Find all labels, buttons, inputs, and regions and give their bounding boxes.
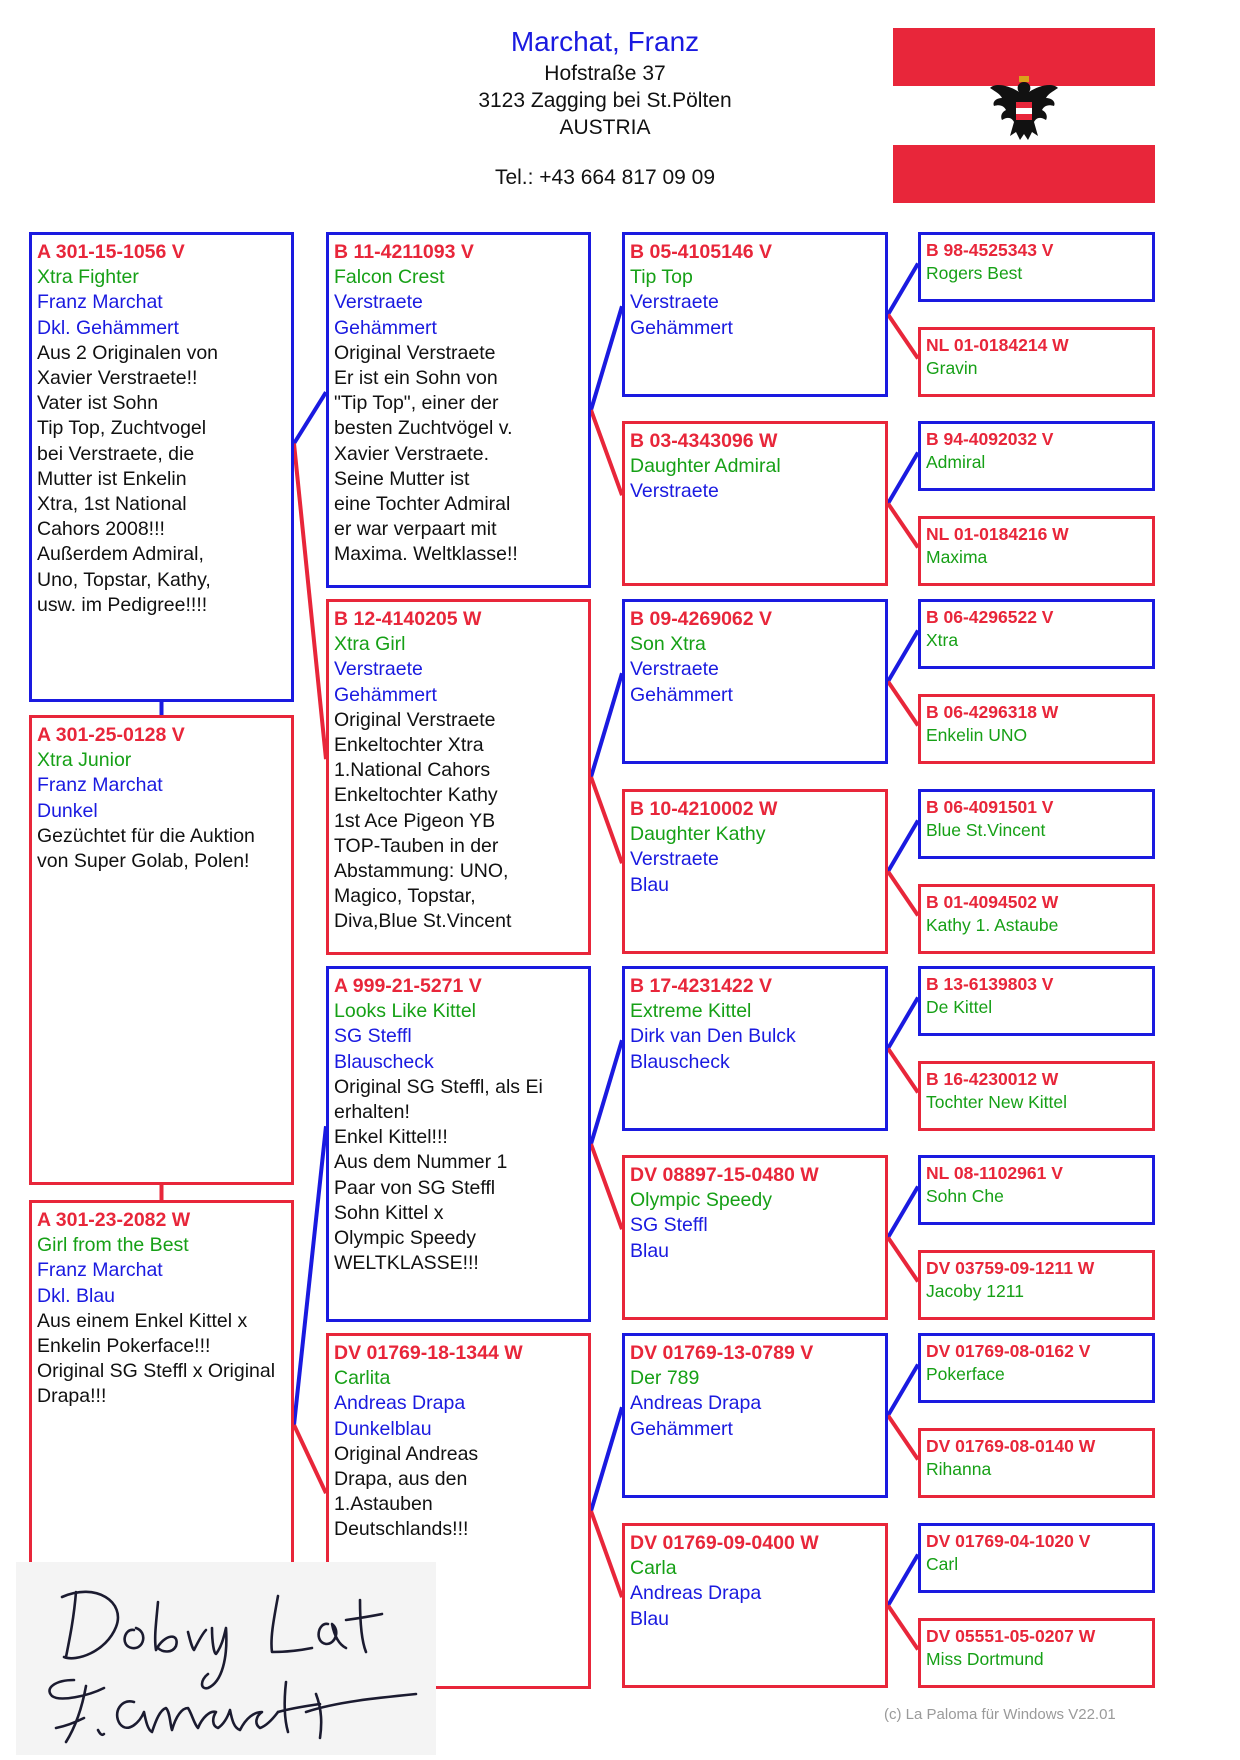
great-grandparent-box	[918, 789, 1155, 859]
austrian-eagle-icon	[986, 72, 1062, 148]
dam-connector	[888, 682, 918, 726]
ring-number: DV 01769-04-1020 V	[926, 1531, 1091, 1551]
owner-name: Marchat, Franz	[510, 26, 700, 57]
grandparent-box	[622, 599, 888, 764]
pigeon-name: Daughter Admiral	[630, 455, 781, 478]
handwritten-signature	[16, 1562, 436, 1755]
address-city: 3123 Zagging bei St.Pölten	[478, 89, 732, 112]
feather-color: Gehämmert	[334, 316, 437, 339]
grandparent-box	[622, 421, 888, 586]
dam-connector	[888, 315, 918, 359]
great-grandparent-box	[918, 694, 1155, 764]
sire-connector	[888, 821, 918, 872]
ring-number: DV 01769-08-0162 V	[926, 1341, 1091, 1361]
feather-color: Gehämmert	[334, 683, 437, 706]
pedigree-subject-box	[29, 232, 294, 702]
ring-number: B 98-4525343 V	[926, 240, 1054, 260]
grandparent-box	[622, 1333, 888, 1498]
ring-number: DV 05551-05-0207 W	[926, 1626, 1096, 1646]
sire-connector	[294, 1126, 326, 1425]
pigeon-name: Extreme Kittel	[630, 1000, 752, 1023]
great-grandparent-box	[918, 966, 1155, 1036]
pigeon-name: Olympic Speedy	[630, 1189, 772, 1212]
feather-color: Dkl. Blau	[37, 1284, 116, 1307]
pigeon-name: Xtra Girl	[334, 633, 406, 656]
great-grandparent-box	[918, 421, 1155, 491]
great-grandparent-box	[918, 1428, 1155, 1498]
feather-color: Blau	[630, 1607, 670, 1630]
breeder: Franz Marchat	[37, 1259, 163, 1282]
great-grandparent-box	[918, 232, 1155, 302]
grandparent-box	[622, 789, 888, 954]
breeder: Verstraete	[630, 480, 719, 503]
feather-color: Gehämmert	[630, 683, 733, 706]
dam-connector	[888, 504, 918, 548]
dam-connector	[888, 1049, 918, 1093]
sire-connector	[888, 631, 918, 682]
breeder: Dirk van Den Bulck	[630, 1025, 796, 1048]
pigeon-name: Carla	[630, 1557, 677, 1580]
ring-number: DV 08897-15-0480 W	[630, 1164, 819, 1186]
pigeon-name: Xtra Fighter	[37, 266, 139, 289]
pigeon-name: Rihanna	[926, 1459, 992, 1479]
dam-connector	[888, 1606, 918, 1650]
ring-number: DV 01769-08-0140 W	[926, 1436, 1096, 1456]
feather-color: Dunkelblau	[334, 1417, 432, 1440]
breeder: Franz Marchat	[37, 291, 163, 314]
sire-connector	[888, 453, 918, 504]
owner-phone: Tel.: +43 664 817 09 09	[494, 166, 716, 189]
ring-number: A 301-15-1056 V	[37, 241, 185, 263]
pigeon-notes: Original Verstraete Er ist ein Sohn von "Tip Top", einer der besten Zuchtvögel v. Xavier Verstraete. Seine Mutter ist eine Tochter Admiral er war verpaart mit Maxima. Weltklasse!!	[334, 341, 518, 566]
dam-connector	[888, 1238, 918, 1282]
pigeon-notes: Gezüchtet für die Auktion von Super Golab, Polen!	[37, 824, 255, 873]
pigeon-name: Pokerface	[926, 1364, 1005, 1384]
great-grandparent-box	[918, 1618, 1155, 1688]
great-grandparent-box	[918, 1250, 1155, 1320]
sire-connector	[591, 1040, 622, 1144]
pigeon-name: Carlita	[334, 1367, 391, 1390]
pigeon-name: Looks Like Kittel	[334, 1000, 476, 1023]
great-grandparent-box	[918, 1061, 1155, 1131]
pigeon-notes: Original Andreas Drapa, aus den 1.Astauben Deutschlands!!!	[334, 1442, 479, 1541]
dam-connector	[888, 1416, 918, 1460]
signature-image	[16, 1562, 436, 1755]
dam-connector	[888, 872, 918, 916]
feather-color: Blau	[630, 873, 670, 896]
grandparent-box	[622, 1523, 888, 1688]
ring-number: A 301-25-0128 V	[37, 724, 185, 746]
pigeon-name: Miss Dortmund	[926, 1649, 1044, 1669]
pigeon-name: Son Xtra	[630, 633, 706, 656]
feather-color: Blauscheck	[630, 1050, 730, 1073]
pigeon-name: Der 789	[630, 1367, 700, 1390]
pigeon-name: Xtra	[926, 630, 959, 650]
ring-number: B 94-4092032 V	[926, 429, 1054, 449]
ring-number: A 999-21-5271 V	[334, 975, 482, 997]
sire-connector	[888, 264, 918, 315]
great-grandparent-box	[918, 1523, 1155, 1593]
pigeon-notes: Original SG Steffl, als Ei erhalten! Enkel Kittel!!! Aus dem Nummer 1 Paar von SG Steffl Sohn Kittel x Olympic Speedy WELTKLASSE!!!	[334, 1075, 543, 1275]
ring-number: DV 03759-09-1211 W	[926, 1258, 1095, 1278]
father-box	[326, 232, 591, 588]
sire-connector	[888, 1555, 918, 1606]
breeder: Verstraete	[630, 658, 719, 681]
breeder: Andreas Drapa	[630, 1582, 762, 1605]
pigeon-name: Blue St.Vincent	[926, 820, 1046, 840]
great-grandparent-box	[918, 516, 1155, 586]
ring-number: DV 01769-09-0400 W	[630, 1532, 819, 1554]
ring-number: B 06-4296522 V	[926, 607, 1054, 627]
grandparent-box	[622, 232, 888, 397]
copyright-footer: (c) La Paloma für Windows V22.01	[884, 1706, 1116, 1723]
pigeon-name: Kathy 1. Astaube	[926, 915, 1059, 935]
ring-number: B 17-4231422 V	[630, 975, 773, 997]
ring-number: B 06-4091501 V	[926, 797, 1054, 817]
pigeon-name: Daughter Kathy	[630, 823, 766, 846]
dam-connector	[591, 410, 622, 495]
austria-flag	[893, 28, 1155, 203]
sire-connector	[294, 392, 326, 443]
ring-number: NL 01-0184216 W	[926, 524, 1069, 544]
ring-number: NL 08-1102961 V	[926, 1163, 1063, 1183]
breeder: Franz Marchat	[37, 774, 163, 797]
breeder: SG Steffl	[334, 1025, 412, 1048]
breeder: Verstraete	[630, 291, 719, 314]
ring-number: B 05-4105146 V	[630, 241, 773, 263]
sire-connector	[591, 673, 622, 777]
sire-connector	[888, 1187, 918, 1238]
feather-color: Blauscheck	[334, 1050, 434, 1073]
pigeon-name: Tochter New Kittel	[926, 1092, 1068, 1112]
feather-color: Gehämmert	[630, 316, 733, 339]
pigeon-name: Admiral	[926, 452, 986, 472]
pigeon-notes: Original Verstraete Enkeltochter Xtra 1.National Cahors Enkeltochter Kathy 1st Ace Pigeon YB TOP-Tauben in der Abstammung: UNO, Magico, Topstar, Diva,Blue St.Vincent	[334, 708, 512, 933]
pigeon-name: Girl from the Best	[37, 1234, 189, 1257]
breeder: Verstraete	[630, 848, 719, 871]
owner-address	[420, 60, 790, 141]
breeder: Andreas Drapa	[334, 1392, 466, 1415]
dam-connector	[591, 1511, 622, 1597]
breeder: Verstraete	[334, 291, 423, 314]
father-box	[326, 966, 591, 1322]
sire-connector	[888, 998, 918, 1049]
sire-connector	[591, 1407, 622, 1511]
pigeon-name: Jacoby 1211	[926, 1281, 1024, 1301]
sire-connector	[591, 306, 622, 410]
ring-number: B 03-4343096 W	[630, 430, 778, 452]
pigeon-name: Maxima	[926, 547, 988, 567]
breeder: SG Steffl	[630, 1214, 708, 1237]
ring-number: B 01-4094502 W	[926, 892, 1059, 912]
pigeon-name: Gravin	[926, 358, 978, 378]
ring-number: DV 01769-18-1344 W	[334, 1342, 523, 1364]
pigeon-name: Sohn Che	[926, 1186, 1004, 1206]
ring-number: B 16-4230012 W	[926, 1069, 1059, 1089]
ring-number: NL 01-0184214 W	[926, 335, 1069, 355]
ring-number: B 06-4296318 W	[926, 702, 1059, 722]
grandparent-box	[622, 1155, 888, 1320]
pigeon-notes: Aus einem Enkel Kittel x Enkelin Pokerface!!! Original SG Steffl x Original Drapa!!!	[37, 1309, 276, 1408]
pigeon-name: Falcon Crest	[334, 266, 445, 289]
grandparent-box	[622, 966, 888, 1131]
flag-red-stripe-bottom	[893, 145, 1155, 203]
sire-connector	[888, 1365, 918, 1416]
ring-number: A 301-23-2082 W	[37, 1209, 191, 1231]
pigeon-name: Xtra Junior	[37, 749, 132, 772]
dam-connector	[294, 1425, 326, 1493]
pigeon-name: Carl	[926, 1554, 959, 1574]
pigeon-notes: Aus 2 Originalen von Xavier Verstraete!! Vater ist Sohn Tip Top, Zuchtvogel bei Verstraete, die Mutter ist Enkelin Xtra, 1st National Cahors 2008!!! Außerdem Admiral, Uno, Topstar, Kathy, usw. im Pedigree!!!!	[37, 341, 219, 616]
great-grandparent-box	[918, 1333, 1155, 1403]
feather-color: Dunkel	[37, 799, 98, 822]
breeder: Andreas Drapa	[630, 1392, 762, 1415]
feather-color: Gehämmert	[630, 1417, 733, 1440]
pedigree-sibling-box	[29, 715, 294, 1185]
dam-connector	[294, 444, 326, 760]
dam-connector	[591, 777, 622, 863]
ring-number: B 09-4269062 V	[630, 608, 773, 630]
feather-color: Blau	[630, 1239, 670, 1262]
great-grandparent-box	[918, 599, 1155, 669]
breeder: Verstraete	[334, 658, 423, 681]
pigeon-name: Tip Top	[630, 266, 693, 289]
mother-box	[326, 599, 591, 955]
pigeon-name: De Kittel	[926, 997, 993, 1017]
address-street: Hofstraße 37	[544, 62, 666, 85]
address-country: AUSTRIA	[559, 116, 651, 139]
great-grandparent-box	[918, 884, 1155, 954]
great-grandparent-box	[918, 1155, 1155, 1225]
ring-number: B 13-6139803 V	[926, 974, 1054, 994]
ring-number: B 11-4211093 V	[334, 241, 474, 263]
pigeon-name: Enkelin UNO	[926, 725, 1028, 745]
ring-number: B 12-4140205 W	[334, 608, 482, 630]
feather-color: Dkl. Gehämmert	[37, 316, 179, 339]
dam-connector	[591, 1144, 622, 1229]
ring-number: B 10-4210002 W	[630, 798, 778, 820]
ring-number: DV 01769-13-0789 V	[630, 1342, 814, 1364]
pigeon-name: Rogers Best	[926, 263, 1023, 283]
great-grandparent-box	[918, 327, 1155, 397]
